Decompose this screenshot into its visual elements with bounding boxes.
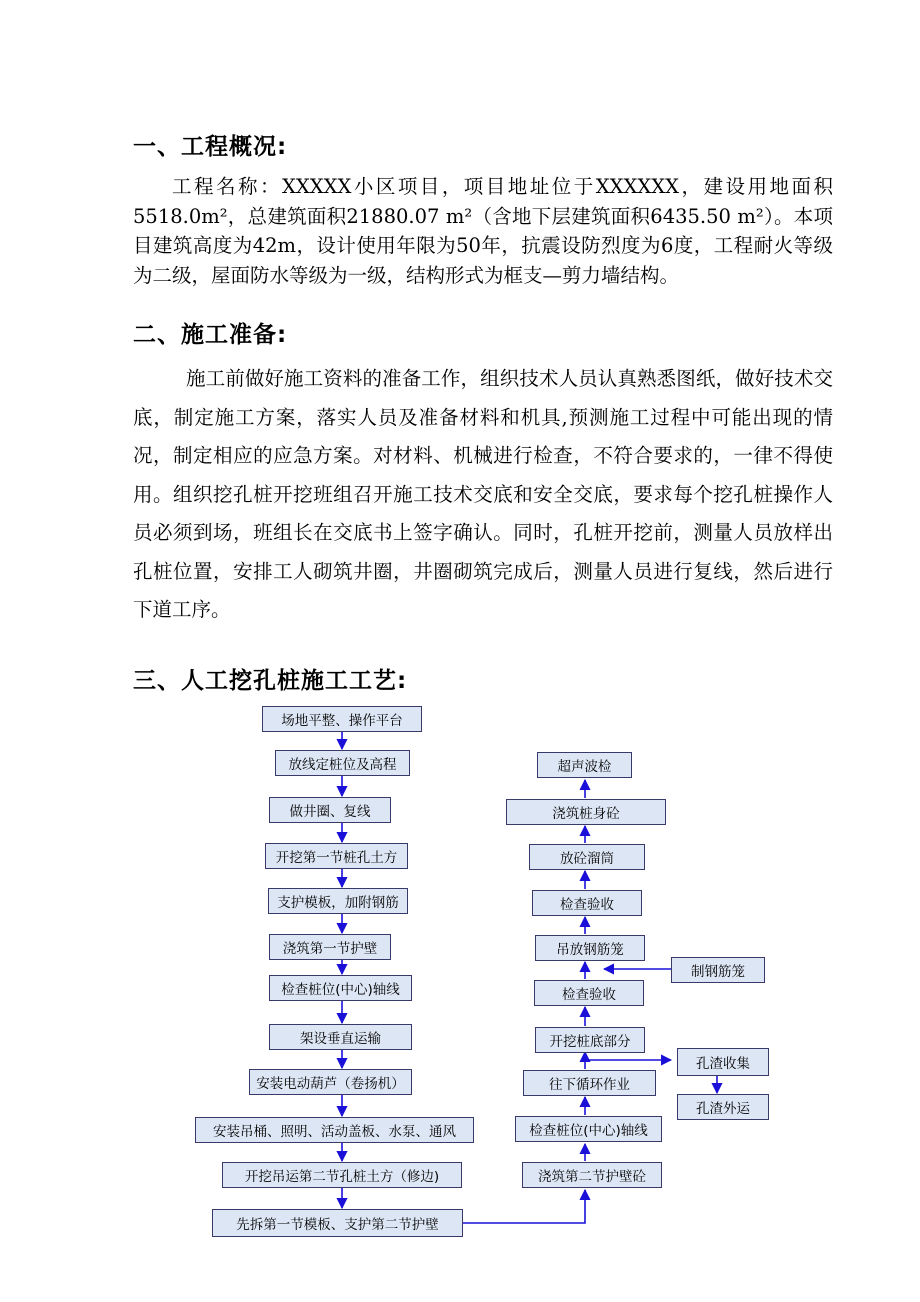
flow-step-well-ring: 做井圈、复线	[269, 797, 391, 823]
flow-step-slag-transport: 孔渣外运	[677, 1094, 769, 1120]
flow-step-ultrasonic: 超声波检	[537, 752, 632, 778]
flow-step-excavate-first: 开挖第一节桩孔土方	[265, 843, 408, 869]
section-title-process: 三、人工挖孔桩施工工艺:	[133, 668, 408, 694]
section-title-preparation: 二、施工准备:	[133, 322, 288, 348]
section-title-overview: 一、工程概况:	[133, 134, 288, 160]
flow-step-pour-second-wall: 浇筑第二节护壁砼	[522, 1162, 662, 1188]
flow-step-formwork: 支护模板，加附钢筋	[268, 888, 408, 914]
flow-step-excavate-bottom: 开挖桩底部分	[535, 1027, 645, 1053]
flow-step-slag-collect: 孔渣收集	[677, 1048, 769, 1076]
flow-step-hoist: 安装电动葫芦（卷扬机）	[249, 1069, 412, 1095]
flow-step-make-rebar-cage: 制钢筋笼	[671, 957, 765, 983]
flow-step-inspect-lower: 检查验收	[534, 980, 644, 1006]
flow-step-setout-pile: 放线定桩位及高程	[275, 750, 410, 776]
overview-paragraph: 工程名称：XXXXX小区项目，项目地址位于XXXXXX，建设用地面积5518.0m²，总建筑面积21880.07 m²（含地下层建筑面积6435.50 m²）。本项目建筑高度为42m，设计使用年限为50年，抗震设防烈度为6度，工程耐火等级为二级，屋面防水等级为一级，结构形式为框支—剪力墙结构。	[133, 175, 833, 287]
arrow-connector	[463, 1190, 585, 1223]
flow-step-vertical-transport: 架设垂直运输	[269, 1024, 412, 1050]
flow-step-pour-pile: 浇筑桩身砼	[506, 799, 666, 825]
flow-step-site-leveling: 场地平整、操作平台	[262, 706, 422, 732]
flow-step-excavate-second: 开挖吊运第二节孔桩土方（修边)	[222, 1162, 462, 1188]
flow-step-check-axis-left: 检查桩位(中心)轴线	[269, 975, 412, 1001]
flow-step-check-axis-right: 检查桩位(中心)轴线	[515, 1116, 662, 1142]
flow-step-lift-cage: 吊放钢筋笼	[535, 935, 645, 961]
flow-step-remove-formwork: 先拆第一节模板、支护第二节护壁	[212, 1209, 463, 1237]
flow-step-chute: 放砼溜筒	[529, 844, 645, 870]
flow-step-install-equipment: 安装吊桶、照明、活动盖板、水泵、通风	[195, 1117, 474, 1143]
flow-step-pour-first-wall: 浇筑第一节护壁	[269, 934, 391, 960]
preparation-paragraph: 施工前做好施工资料的准备工作，组织技术人员认真熟悉图纸，做好技术交底，制定施工方案，落实人员及准备材料和机具,预测施工过程中可能出现的情况，制定相应的应急方案。对材料、机械进行检查，不符合要求的，一律不得使用。组织挖孔桩开挖班组召开施工技术交底和安全交底，要求每个挖孔桩操作人员必须到场，班组长在交底书上签字确认。同时，孔桩开挖前，测量人员放样出孔桩位置，安排工人砌筑井圈，井圈砌筑完成后，测量人员进行复线，然后进行下道工序。	[133, 367, 833, 621]
flow-step-cycle-down: 往下循环作业	[523, 1070, 656, 1096]
flow-step-inspect-upper: 检查验收	[532, 890, 642, 916]
